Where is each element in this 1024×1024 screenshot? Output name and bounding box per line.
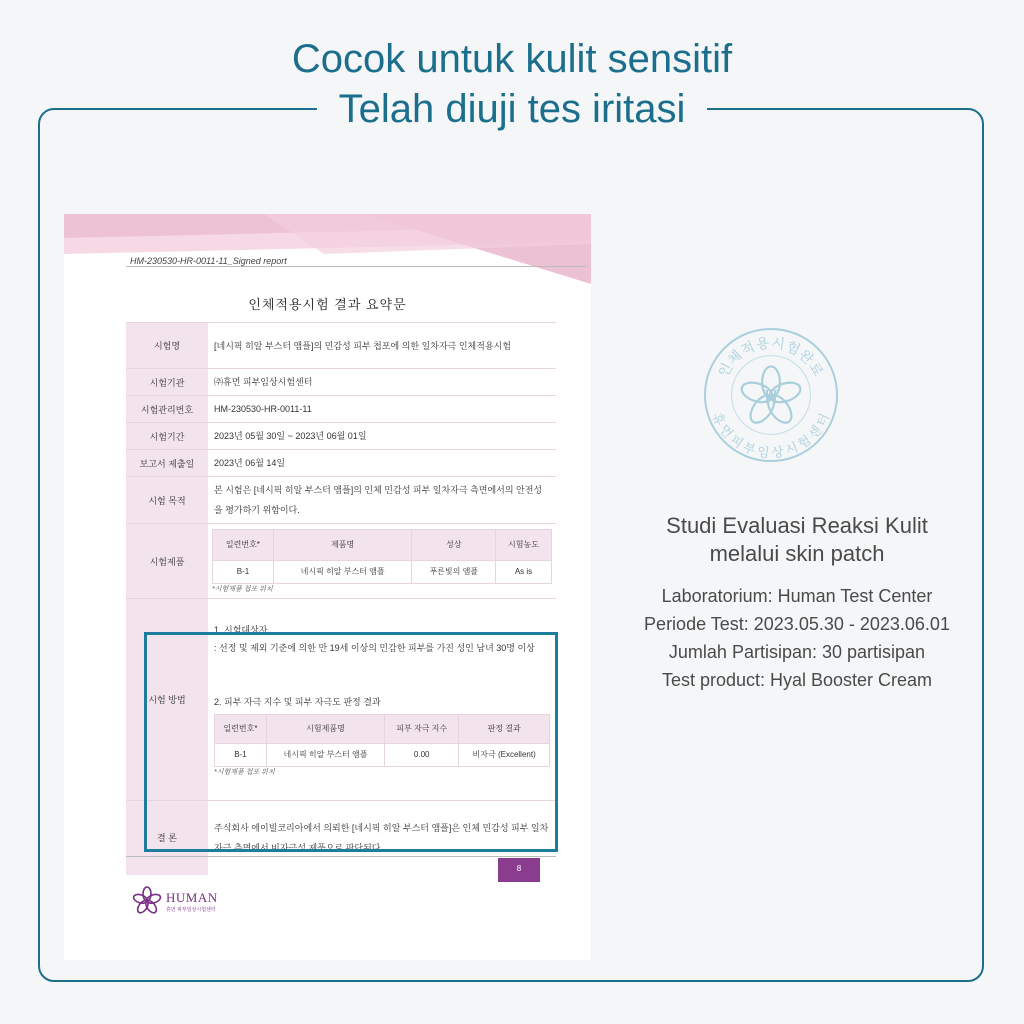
study-title-line2: melalui skin patch [709, 541, 885, 566]
test-org-value: ㈜휴먼 피부임상시험센터 [208, 369, 556, 396]
product-header-name: 제품명 [273, 530, 412, 561]
product-header-id: 일련번호* [213, 530, 274, 561]
result-heading: 2. 피부 자극 지수 및 피부 자극도 판정 결과 [214, 696, 381, 707]
product-cell-name: 네시픽 히알 부스터 앰플 [273, 561, 412, 584]
logo-subtitle: 휴먼 피부임상시험센터 [166, 906, 216, 913]
seal-top-text: 인체적용시험완료 [715, 335, 827, 381]
report-reference: HM-230530-HR-0011-11_Signed report [130, 256, 287, 266]
result-cell-judgement: 비자극 (Excellent) [459, 743, 550, 766]
result-note: *시험제품 첩포 위치 [214, 768, 275, 776]
result-header-name: 시험제품명 [266, 714, 384, 743]
study-title-line1: Studi Evaluasi Reaksi Kulit [666, 513, 928, 538]
orchid-logo-icon [132, 886, 162, 916]
logo-name: HUMAN [166, 889, 218, 905]
test-name-value: [네시픽 히알 부스터 앰플]의 민감성 피부 첩포에 의한 일차자극 인체적용시험 [208, 323, 556, 369]
result-cell-index: 0.00 [385, 743, 459, 766]
product-header-conc: 시험농도 [496, 530, 552, 561]
test-name-label: 시험명 [126, 323, 208, 369]
detail-participants: Jumlah Partisipan: 30 partisipan [668, 642, 926, 662]
product-cell-id: B-1 [213, 561, 274, 584]
seal-letter: H [763, 385, 779, 408]
page-number: 8 [498, 858, 540, 882]
report-date-label: 보고서 제출일 [126, 450, 208, 477]
result-header-index: 피부 자극 지수 [385, 714, 459, 743]
product-header-form: 성상 [412, 530, 496, 561]
method-label: 시험 방법 [126, 599, 208, 801]
test-period-value: 2023년 05월 30일 ~ 2023년 06월 01일 [208, 423, 556, 450]
study-details [600, 582, 994, 694]
detail-lab: Laboratorium: Human Test Center [661, 586, 933, 606]
purpose-label: 시험 목적 [126, 477, 208, 524]
subject-text: : 선정 및 제외 기준에 의한 만 19세 이상의 민감한 피부를 가진 성인 남녀 30명 이상 [214, 642, 535, 653]
subject-heading: 1. 시험대상자 [214, 624, 268, 635]
study-title [612, 512, 982, 568]
footer-rule [126, 856, 556, 857]
product-cell-form: 푸른빛의 앰플 [412, 561, 496, 584]
result-header-id: 일련번호* [215, 714, 267, 743]
result-cell-name: 네시픽 히알 부스터 앰플 [266, 743, 384, 766]
detail-period: Periode Test: 2023.05.30 - 2023.06.01 [644, 614, 950, 634]
conclusion-label: 결 론 [126, 801, 208, 875]
svg-text:휴먼피부임상시험센터 [708, 410, 833, 461]
headline [0, 34, 1024, 134]
seal-bottom-text: 휴먼피부임상시험센터 [708, 410, 834, 462]
result-header-judgement: 판정 결과 [459, 714, 550, 743]
test-org-label: 시험기관 [126, 369, 208, 396]
test-period-label: 시험기간 [126, 423, 208, 450]
conclusion-value: 주식회사 에이빌코리아에서 의뢰한 [네시픽 히알 부스터 앰플]은 인체 민감성 피부 일차자극 측면에서 비자극성 제품으로 판단된다. [208, 801, 556, 875]
human-logo [132, 886, 218, 916]
test-id-value: HM-230530-HR-0011-11 [208, 396, 556, 423]
product-label: 시험제품 [126, 524, 208, 599]
result-cell-id: B-1 [215, 743, 267, 766]
test-id-label: 시험관리번호 [126, 396, 208, 423]
product-table [212, 529, 552, 584]
product-cell-conc: As is [496, 561, 552, 584]
document-title: 인체적용시험 결과 요약문 [248, 297, 407, 312]
result-highlight-box [144, 632, 558, 852]
headline-line2: Telah diuji tes iritasi [317, 84, 708, 134]
product-note: *시험제품 첩포 위치 [212, 586, 273, 593]
headline-line1: Cocok untuk kulit sensitif [291, 37, 733, 81]
purpose-value: 본 시험은 [네시픽 히알 부스터 앰플]의 인체 민감성 피부 일차자극 측면에서의 안전성을 평가하기 위함이다. [208, 477, 556, 524]
certification-seal-icon [702, 326, 840, 464]
report-date-value: 2023년 06월 14일 [208, 450, 556, 477]
detail-product: Test product: Hyal Booster Cream [661, 670, 933, 690]
